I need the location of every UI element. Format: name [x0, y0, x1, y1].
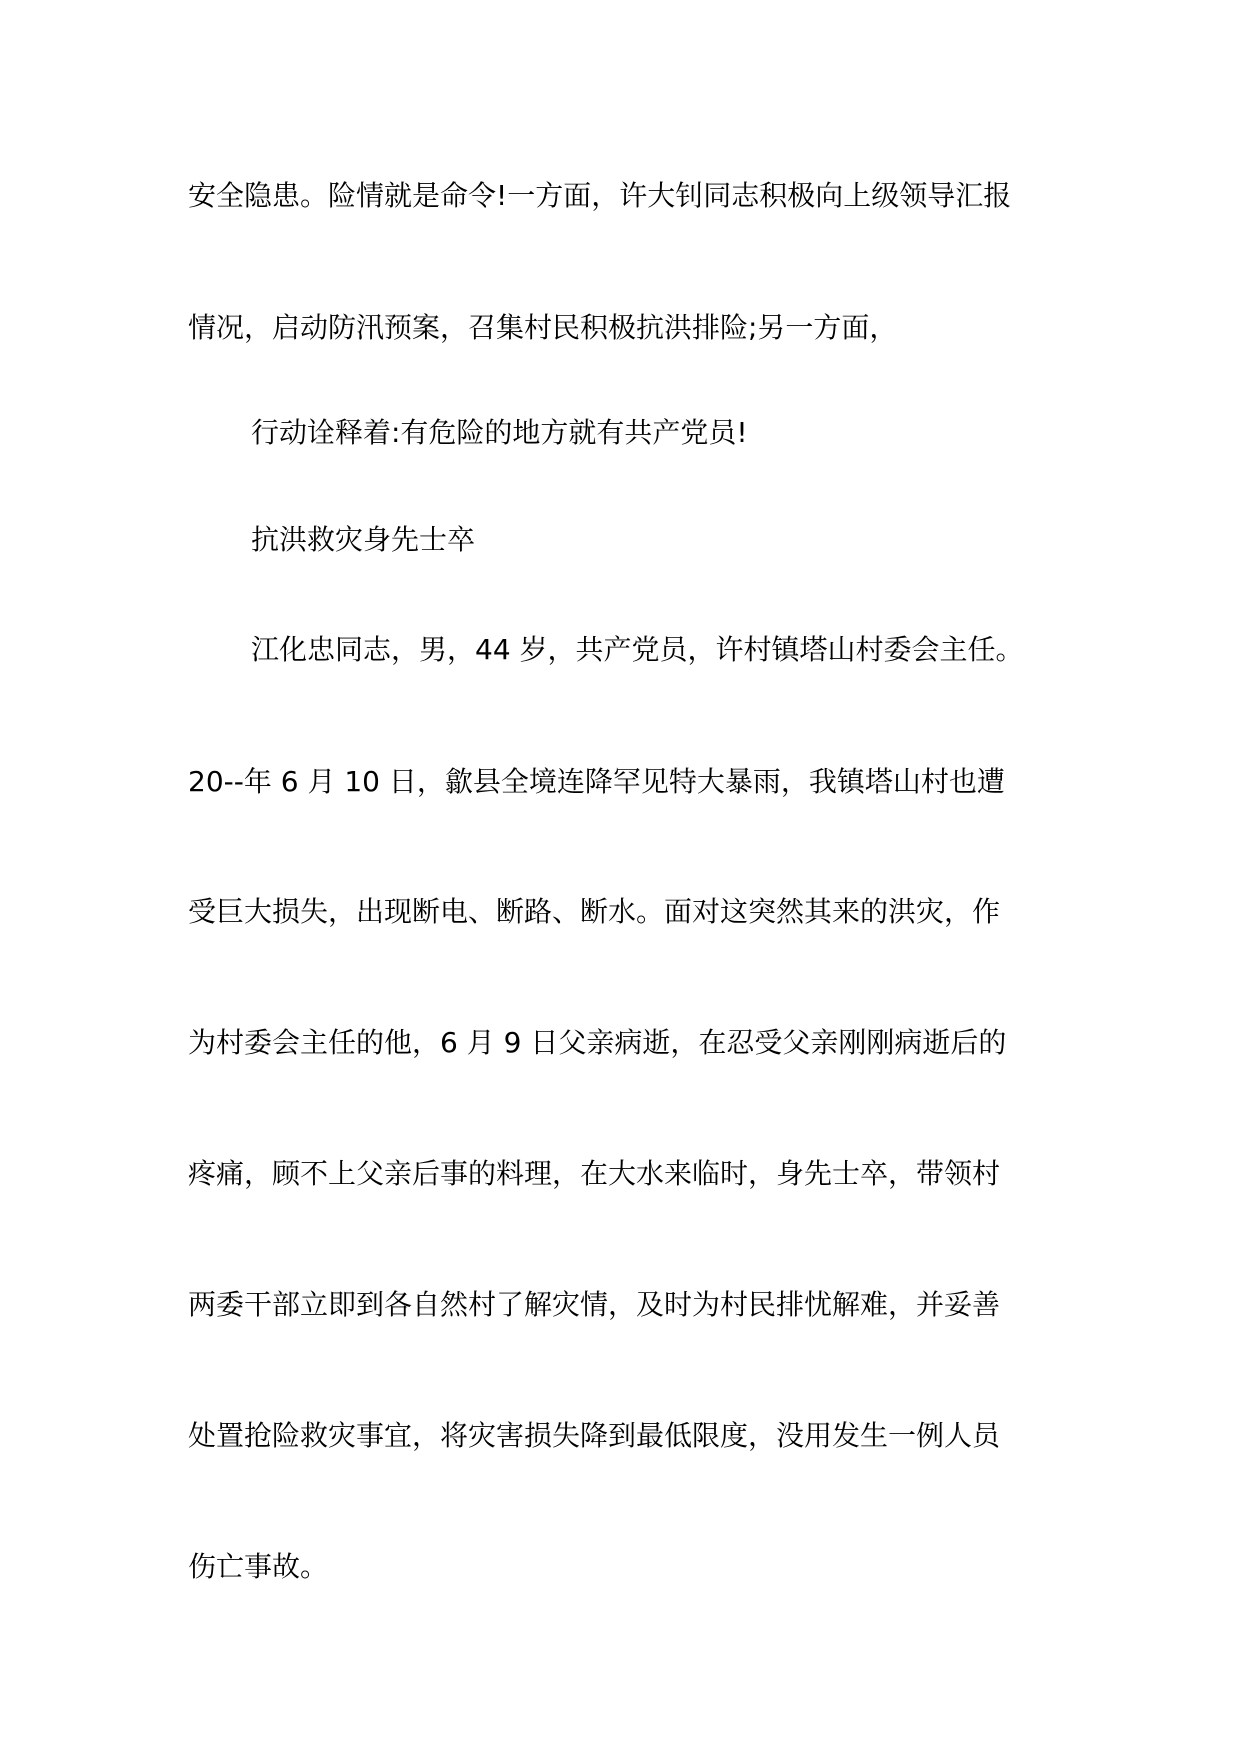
- text-line-11: 处置抢险救灾事宜，将灾害损失降到最低限度，没用发生一例人员: [188, 1419, 1001, 1452]
- text-line-12: 伤亡事故。: [188, 1550, 329, 1583]
- text-line-10: 两委干部立即到各自然村了解灾情，及时为村民排忧解难，并妥善: [188, 1288, 1001, 1321]
- text-line-5: 江化忠同志，男，44 岁，共产党员，许村镇塔山村委会主任。: [251, 633, 1024, 666]
- text-line-1: 安全隐患。险情就是命令!一方面，许大钊同志积极向上级领导汇报: [188, 179, 1012, 212]
- text-line-7: 受巨大损失，出现断电、断路、断水。面对这突然其来的洪灾，作: [188, 895, 1001, 928]
- text-line-3: 行动诠释着:有危险的地方就有共产党员!: [251, 416, 748, 449]
- text-line-6: 20--年 6 月 10 日，歙县全境连降罕见特大暴雨，我镇塔山村也遭: [188, 765, 1005, 798]
- text-line-9: 疼痛，顾不上父亲后事的料理，在大水来临时，身先士卒，带领村: [188, 1157, 1001, 1190]
- text-line-8: 为村委会主任的他，6 月 9 日父亲病逝，在忍受父亲刚刚病逝后的: [188, 1026, 1007, 1059]
- text-line-2: 情况，启动防汛预案，召集村民积极抗洪排险;另一方面，: [188, 311, 898, 344]
- section-heading: 抗洪救灾身先士卒: [251, 523, 476, 556]
